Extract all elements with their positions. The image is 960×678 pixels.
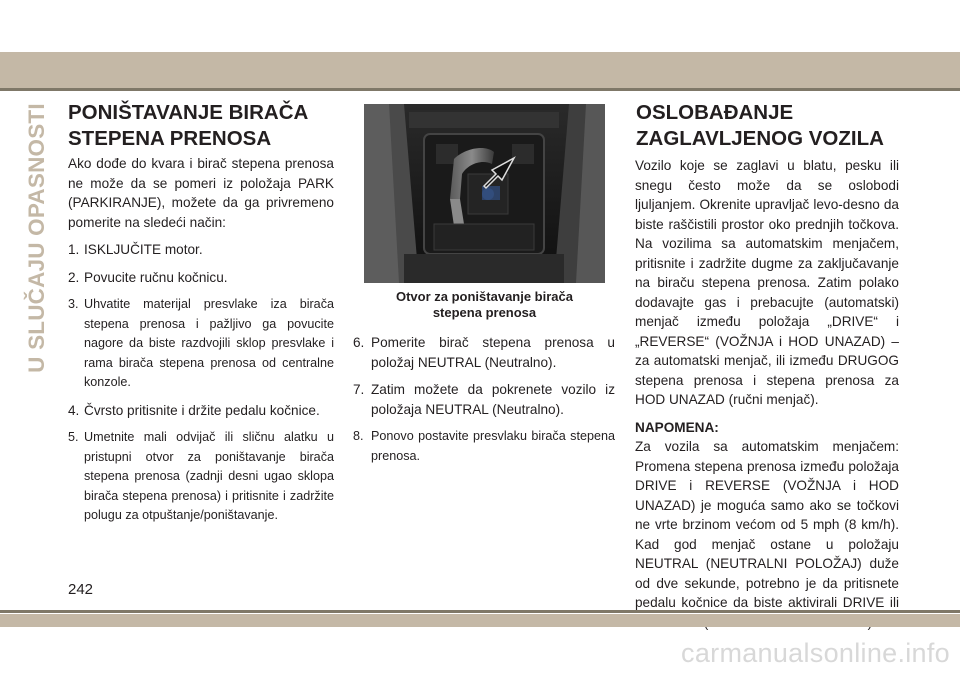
header-rule: [0, 88, 960, 91]
list-item: [68, 240, 334, 260]
page-number: 242: [68, 581, 94, 598]
section-title-line1: OSLOBAĐANJE: [636, 101, 794, 124]
list-item: [353, 427, 615, 466]
step-number: 3.: [68, 297, 79, 311]
step-text: ISKLJUČITE motor.: [84, 242, 203, 257]
top-margin: [0, 0, 960, 60]
note-paragraph: Za vozila sa automatskim menjačem: Promena stepena prenosa između položaja DRIVE i REVERSE (VOŽNJA i HOD UNAZAD) je moguća samo ako se točkovi ne vrte brzinom većom od 5 mph (8 km/h). Kad god menjač ostane u položaju NEUTRAL (NEUTRALNI POLOŽAJ) duže od dve sekunde, potrebno je da pritisnete pedalu kočnice da biste aktivirali DRIVE ili: [635, 439, 899, 610]
stuck-vehicle-column: [635, 156, 899, 632]
figure-caption: [364, 289, 605, 321]
step-number: 8.: [353, 429, 364, 443]
section-title-line2: ZAGLAVLJENOG VOZILA: [636, 127, 884, 150]
step-number: 2.: [68, 269, 80, 285]
section-title-shift-override: [68, 100, 308, 152]
header-band: [0, 52, 960, 88]
shift-override-column: [68, 154, 334, 526]
step-number: 6.: [353, 335, 365, 350]
footer-band: [0, 614, 960, 627]
step-number: 5.: [68, 430, 79, 444]
list-item: [68, 295, 334, 393]
section-title-stuck-vehicle: [636, 100, 884, 152]
section-title-line2: STEPENA PRENOSA: [68, 127, 272, 150]
section-title-line1: PONIŠTAVANJE BIRAČA: [68, 101, 309, 124]
shift-override-steps-continued: [353, 333, 615, 466]
list-item: [353, 380, 615, 419]
intro-paragraph: Ako dođe do kvara i birač stepena prenosa ne može da se pomeri iz položaja PARK (PARKIRANJE), možete da ga privremeno pomerite na sledeći način:: [68, 156, 334, 230]
note-heading: NAPOMENA:: [635, 419, 719, 435]
step-text: Povucite ručnu kočnicu.: [84, 269, 228, 285]
step-number: 7.: [353, 382, 365, 397]
list-item: [68, 428, 334, 526]
step-text: Uhvatite materijal presvlake iza birača stepena prenosa i pažljivo ga povucite nagore da biste razdvojili sklop presvlake i rama birača stepena prenosa od centralne konzole.: [84, 297, 334, 389]
step-text: Ponovo postavite presvlaku birača stepena prenosa.: [371, 429, 615, 463]
chapter-side-tab-label: U SLUČAJU OPASNOSTI: [24, 103, 50, 373]
body-paragraph: Vozilo koje se zaglavi u blatu, pesku ili snegu često može da se oslobodi ljuljanjem. Okrenite upravljač levo-desno da biste raščistili prostor oko prednjih točkova. Na vozilima sa automatskim menjačem, pritisnite i zadržite dugme za zaključavanje na biraču stepena prenosa. Zatim polako dodavajte gas i prebacujte (automatski) menjač između položaja „DRIVE“ i „REVERSE“ (VOŽNJA i HOD UNAZAD) – za automatski menjač, ili između DRUGOG stepena prenosa i stepena prenosa za HOD UNAZAD (ručni menjač).: [635, 158, 899, 407]
list-item: [68, 268, 334, 288]
step-text: Čvrsto pritisnite i držite pedalu kočnice.: [84, 402, 320, 418]
step-text: Pomerite birač stepena prenosa u položaj NEUTRAL (Neutralno).: [371, 335, 615, 370]
list-item: [68, 401, 334, 421]
step-text: Zatim možete da pokrenete vozilo iz položaja NEUTRAL (Neutralno).: [371, 382, 615, 417]
footer-rule: [0, 610, 960, 613]
list-item: [353, 333, 615, 372]
step-number: 1.: [68, 242, 80, 257]
step-number: 4.: [68, 402, 80, 418]
shifter-console-image: [364, 104, 605, 283]
step-text: Umetnite mali odvijač ili sličnu alatku u pristupni otvor za poništavanje birača stepena prenosa (zadnji desni ugao sklopa birača stepena prenosa) i pritisnite i zadržite polugu za otpuštanje/poništavanje.: [84, 430, 334, 522]
watermark: carmanualsonline.info: [681, 638, 950, 668]
shifter-override-photo: [364, 104, 605, 283]
figure-caption-line1: Otvor za poništavanje birača: [395, 289, 573, 304]
figure-caption-line2: stepena prenosa: [432, 305, 537, 320]
chapter-side-tab: [22, 102, 52, 374]
